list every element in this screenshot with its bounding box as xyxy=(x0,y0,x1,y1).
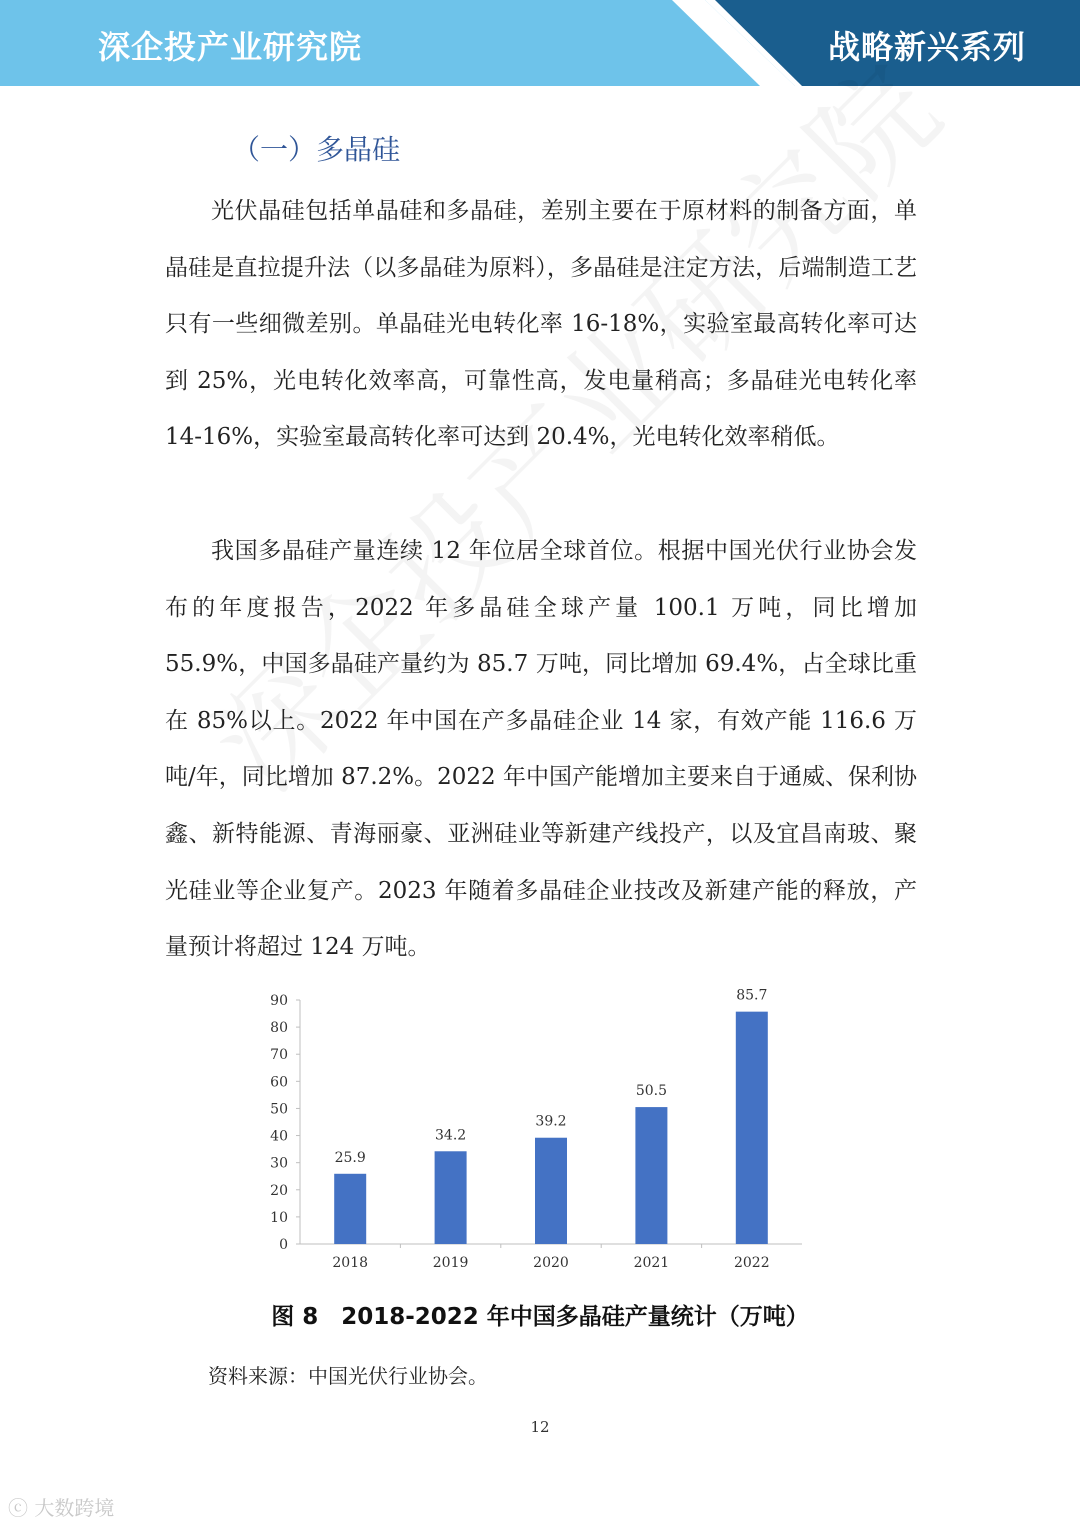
x-tick-label: 2019 xyxy=(432,1255,469,1271)
data-label: 39.2 xyxy=(535,1113,567,1130)
header-banner xyxy=(0,0,1080,86)
y-tick-label: 60 xyxy=(270,1074,288,1091)
bar xyxy=(736,1012,768,1244)
data-label: 34.2 xyxy=(435,1127,467,1144)
figure-caption: 图 8 2018-2022 年中国多晶硅产量统计（万吨） xyxy=(271,1304,809,1330)
y-tick-label: 90 xyxy=(270,993,288,1009)
brand-logo xyxy=(8,1492,114,1521)
bar xyxy=(435,1151,467,1244)
section-heading: （一）多晶硅 xyxy=(232,133,401,166)
y-tick-label: 20 xyxy=(270,1182,288,1199)
x-tick-label: 2018 xyxy=(332,1255,369,1271)
x-tick-label: 2020 xyxy=(533,1255,569,1271)
page-number: 12 xyxy=(530,1418,550,1436)
bar xyxy=(334,1174,366,1244)
bar-chart xyxy=(250,985,830,1285)
data-label: 50.5 xyxy=(635,1083,667,1100)
y-tick-label: 80 xyxy=(270,1020,288,1037)
paragraph-1: 光伏晶硅包括单晶硅和多晶硅，差别主要在于原材料的制备方面，单晶硅是直拉提升法（以多晶硅为原料），多晶硅是注定方法，后端制造工艺只有一些细微差别。单晶硅光电转化率 16-18%，实验室最高转化率可达到 25%，光电转化效率高，可靠性高，发电量稍高；多晶硅光电转化率 14-16%，实验室最高转化率可达到 20.4%，光电转化效率稍低。 xyxy=(165,198,917,451)
y-tick-label: 40 xyxy=(270,1128,288,1145)
y-tick-label: 30 xyxy=(270,1155,288,1172)
paragraph-2: 我国多晶硅产量连续 12 年位居全球首位。根据中国光伏行业协会发布的年度报告，2022 年多晶硅全球产量 100.1 万吨，同比增加 55.9%，中国多晶硅产量约为 85.7 万吨，同比增加 69.4%，占全球比重在 85%以上。2022 年中国在产多晶硅企业 14 家，有效产能 116.6 万吨/年，同比增加 87.2%。2022 年中国产能增加主要来自于通威、保利协鑫、新特能源、青海丽豪、亚洲硅业等新建产线投产，以及宜昌南玻、聚光硅业等企业复产。2023 年随着多晶硅企业技改及新建产能的释放，产量预计将超过 124 万吨。 xyxy=(165,538,917,961)
x-tick-label: 2022 xyxy=(733,1255,770,1271)
source-note: 资料来源：中国光伏行业协会。 xyxy=(208,1364,488,1388)
logo-icon: ⓒ xyxy=(8,1496,28,1520)
y-tick-label: 0 xyxy=(279,1237,288,1253)
x-tick-label: 2021 xyxy=(633,1255,670,1271)
data-label: 25.9 xyxy=(334,1149,366,1166)
y-tick-label: 70 xyxy=(270,1047,288,1064)
bar xyxy=(535,1138,567,1244)
data-label: 85.7 xyxy=(736,987,768,1004)
header-left-title: 深企投产业研究院 xyxy=(98,28,363,66)
logo-text: 大数跨境 xyxy=(34,1496,115,1520)
bar xyxy=(635,1107,667,1244)
y-tick-label: 50 xyxy=(270,1101,288,1118)
header-right-title: 战略新兴系列 xyxy=(828,28,1027,66)
y-tick-label: 10 xyxy=(270,1209,288,1226)
